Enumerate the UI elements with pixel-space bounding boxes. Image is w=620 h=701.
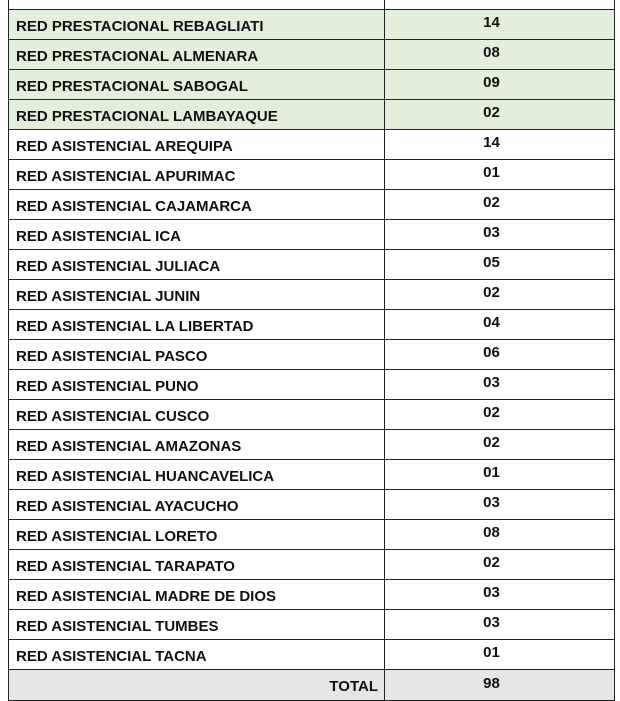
quantity-cell: 14 <box>385 10 615 40</box>
table-row <box>9 70 615 100</box>
network-name-cell: RED ASISTENCIAL CUSCO <box>9 400 385 430</box>
quantity-cell: 03 <box>385 490 615 520</box>
network-name-cell: RED ASISTENCIAL PUNO <box>9 370 385 400</box>
network-name-cell: RED ASISTENCIAL LA LIBERTAD <box>9 310 385 340</box>
table-row <box>9 490 615 520</box>
total-value: 98 <box>385 670 615 701</box>
stub-cell-qty <box>385 0 615 10</box>
network-name-cell: RED ASISTENCIAL LORETO <box>9 520 385 550</box>
total-label: TOTAL <box>9 670 385 701</box>
network-name-cell: RED ASISTENCIAL PASCO <box>9 340 385 370</box>
quantity-cell: 08 <box>385 40 615 70</box>
quantity-cell: 02 <box>385 100 615 130</box>
quantity-cell: 08 <box>385 520 615 550</box>
network-name-cell: RED ASISTENCIAL MADRE DE DIOS <box>9 580 385 610</box>
table-body <box>9 0 615 701</box>
quantity-cell: 03 <box>385 220 615 250</box>
quantity-cell: 02 <box>385 430 615 460</box>
table-row <box>9 460 615 490</box>
network-name-cell: RED ASISTENCIAL JULIACA <box>9 250 385 280</box>
table-row <box>9 220 615 250</box>
quantity-cell: 02 <box>385 280 615 310</box>
network-name-cell: RED ASISTENCIAL APURIMAC <box>9 160 385 190</box>
network-quota-table <box>8 0 615 701</box>
quantity-cell: 03 <box>385 580 615 610</box>
table-row <box>9 100 615 130</box>
quantity-cell: 04 <box>385 310 615 340</box>
table-row <box>9 190 615 220</box>
table-row <box>9 280 615 310</box>
table-top-stub-row <box>9 0 615 10</box>
table-row <box>9 370 615 400</box>
quantity-cell: 03 <box>385 370 615 400</box>
network-name-cell: RED PRESTACIONAL ALMENARA <box>9 40 385 70</box>
quantity-cell: 03 <box>385 610 615 640</box>
table-row <box>9 610 615 640</box>
table-row <box>9 400 615 430</box>
network-name-cell: RED PRESTACIONAL LAMBAYAQUE <box>9 100 385 130</box>
table-row <box>9 520 615 550</box>
table-row <box>9 10 615 40</box>
quantity-cell: 01 <box>385 640 615 670</box>
quantity-cell: 02 <box>385 550 615 580</box>
quantity-cell: 09 <box>385 70 615 100</box>
network-name-cell: RED ASISTENCIAL TARAPATO <box>9 550 385 580</box>
network-name-cell: RED ASISTENCIAL AYACUCHO <box>9 490 385 520</box>
table-row <box>9 430 615 460</box>
network-name-cell: RED ASISTENCIAL ICA <box>9 220 385 250</box>
network-name-cell: RED ASISTENCIAL HUANCAVELICA <box>9 460 385 490</box>
network-name-cell: RED ASISTENCIAL AREQUIPA <box>9 130 385 160</box>
network-name-cell: RED ASISTENCIAL JUNIN <box>9 280 385 310</box>
quantity-cell: 02 <box>385 400 615 430</box>
stub-cell-name <box>9 0 385 10</box>
table-row <box>9 310 615 340</box>
table-row <box>9 340 615 370</box>
quantity-cell: 06 <box>385 340 615 370</box>
network-name-cell: RED ASISTENCIAL AMAZONAS <box>9 430 385 460</box>
table-row <box>9 250 615 280</box>
quantity-cell: 14 <box>385 130 615 160</box>
table-row <box>9 640 615 670</box>
table-row <box>9 40 615 70</box>
table-row <box>9 130 615 160</box>
quantity-cell: 01 <box>385 460 615 490</box>
table-row <box>9 580 615 610</box>
network-name-cell: RED PRESTACIONAL REBAGLIATI <box>9 10 385 40</box>
network-name-cell: RED ASISTENCIAL TACNA <box>9 640 385 670</box>
total-row <box>9 670 615 701</box>
table-row <box>9 160 615 190</box>
quantity-cell: 02 <box>385 190 615 220</box>
table-row <box>9 550 615 580</box>
network-name-cell: RED ASISTENCIAL CAJAMARCA <box>9 190 385 220</box>
quantity-cell: 01 <box>385 160 615 190</box>
network-name-cell: RED ASISTENCIAL TUMBES <box>9 610 385 640</box>
quantity-cell: 05 <box>385 250 615 280</box>
network-name-cell: RED PRESTACIONAL SABOGAL <box>9 70 385 100</box>
